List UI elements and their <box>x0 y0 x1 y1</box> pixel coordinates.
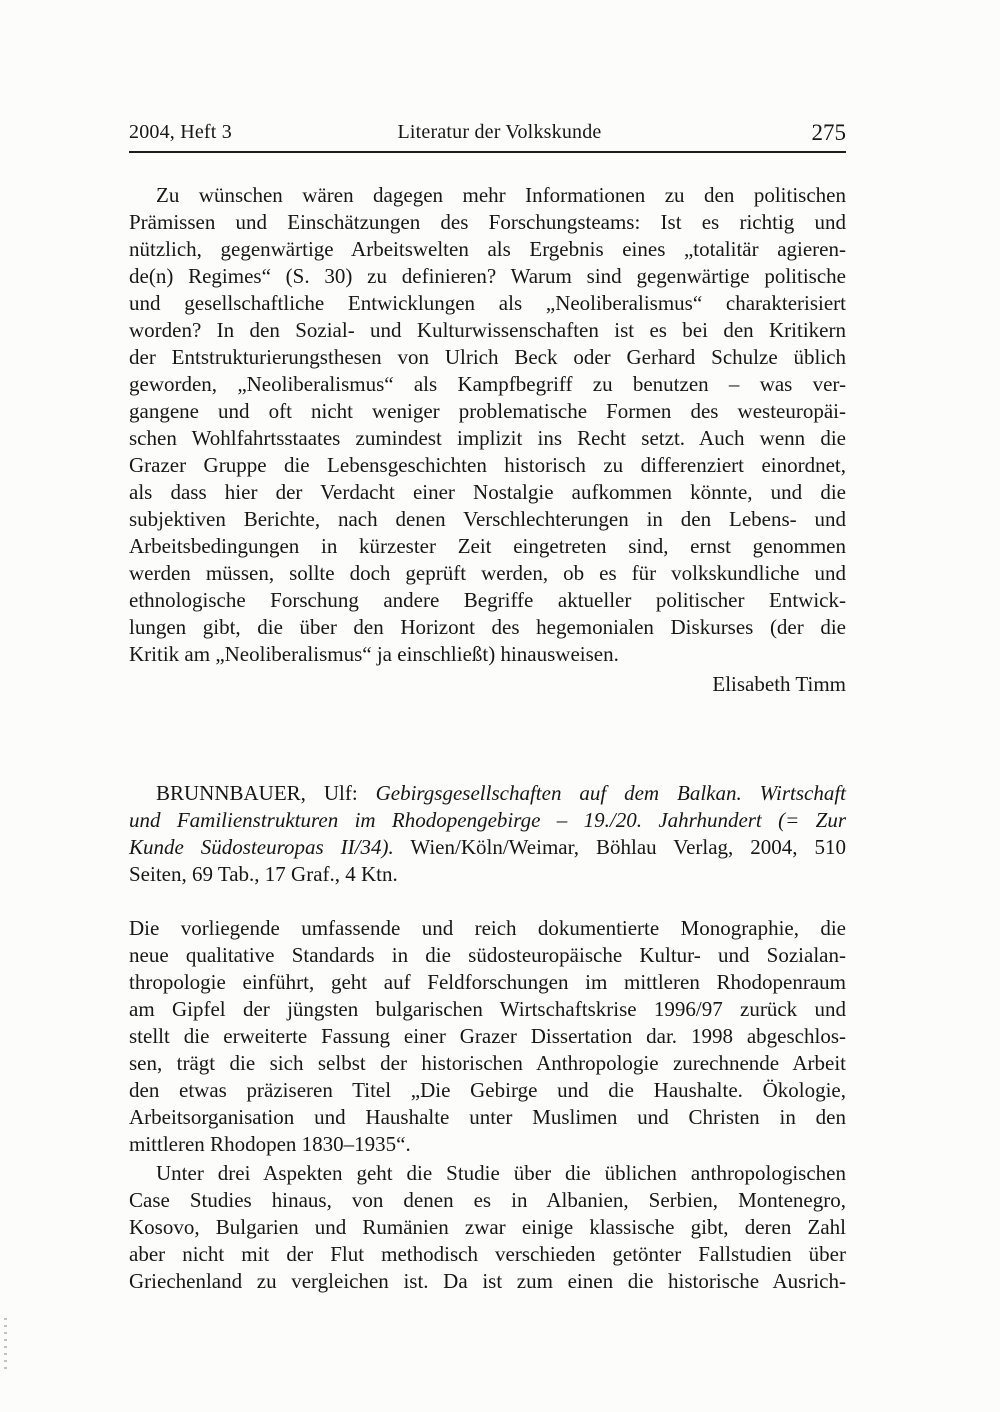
text-line <box>129 969 846 996</box>
text-segment: stellt die erweiterte Fassung einer Grazer Dissertation dar. 1998 abgeschlos- <box>129 1024 846 1048</box>
text-line <box>129 1023 846 1050</box>
text-segment: Kritik am „Neoliberalismus“ ja einschließt) hinausweisen. <box>129 642 619 666</box>
text-segment: lungen gibt, die über den Horizont des hegemonialen Diskurses (der die <box>129 615 846 639</box>
text-segment: de(n) Regimes“ (S. 30) zu definieren? Warum sind gegenwärtige politische <box>129 264 846 288</box>
text-segment: Unter drei Aspekten geht die Studie über die üblichen anthropologischen <box>156 1161 846 1185</box>
italic-text-segment: Gebirgsgesellschaften auf dem Balkan. Wirtschaft <box>375 781 846 805</box>
text-line <box>129 371 846 398</box>
reviewer-signature: Elisabeth Timm <box>712 672 846 696</box>
italic-text-segment: Kunde Südosteuropas II/34). <box>129 835 394 859</box>
text-line <box>129 533 846 560</box>
bibliographic-citation <box>129 780 846 888</box>
text-line <box>129 1241 846 1268</box>
scan-artifact-mark <box>4 1318 7 1370</box>
text-line <box>129 506 846 533</box>
text-segment: BRUNNBAUER, Ulf: <box>156 781 376 805</box>
review-closing-paragraph <box>129 182 846 668</box>
text-line <box>129 236 846 263</box>
text-line <box>129 807 846 834</box>
text-segment: der Entstrukturierungsthesen von Ulrich Beck oder Gerhard Schulze üblich <box>129 345 846 369</box>
text-line <box>129 996 846 1023</box>
text-segment: Kosovo, Bulgarien und Rumänien zwar einige klassische gibt, deren Zahl <box>129 1215 846 1239</box>
text-line <box>129 1131 846 1158</box>
text-line <box>129 1214 846 1241</box>
text-segment: den etwas präziseren Titel „Die Gebirge und die Haushalte. Ökologie, <box>129 1078 846 1102</box>
text-segment: Prämissen und Einschätzungen des Forschungsteams: Ist es richtig und <box>129 210 846 234</box>
text-line <box>129 641 846 668</box>
text-line <box>129 1160 846 1187</box>
text-line <box>129 398 846 425</box>
text-line <box>129 1050 846 1077</box>
text-segment: Grazer Gruppe die Lebensgeschichten historisch zu differenziert einordnet, <box>129 453 846 477</box>
text-segment: Griechenland zu vergleichen ist. Da ist zum einen die historische Ausrich- <box>129 1269 846 1293</box>
text-line <box>129 290 846 317</box>
text-line <box>129 587 846 614</box>
text-segment: ethnologische Forschung andere Begriffe aktueller politischer Entwick- <box>129 588 846 612</box>
text-line <box>129 1268 846 1295</box>
text-segment: neue qualitative Standards in die südosteuropäische Kultur- und Sozialan- <box>129 943 846 967</box>
text-segment: Wien/Köln/Weimar, Böhlau Verlag, 2004, 510 <box>393 835 846 859</box>
text-line <box>129 479 846 506</box>
text-segment: worden? In den Sozial- und Kulturwissenschaften ist es bei den Kritikern <box>129 318 846 342</box>
text-line <box>129 425 846 452</box>
running-head <box>129 117 846 153</box>
text-segment: als dass hier der Verdacht einer Nostalgie aufkommen könnte, und die <box>129 480 846 504</box>
text-line <box>129 1077 846 1104</box>
text-line <box>129 1187 846 1214</box>
text-line <box>129 1104 846 1131</box>
text-segment: schen Wohlfahrtsstaates zumindest implizit ins Recht setzt. Auch wenn die <box>129 426 846 450</box>
text-segment: Case Studies hinaus, von denen es in Albanien, Serbien, Montenegro, <box>129 1188 846 1212</box>
text-segment: werden müssen, sollte doch geprüft werden, ob es für volkskundliche und <box>129 561 846 585</box>
text-segment: Die vorliegende umfassende und reich dokumentierte Monographie, die <box>129 916 846 940</box>
text-line <box>129 452 846 479</box>
text-line <box>129 263 846 290</box>
issue-label: 2004, Heft 3 <box>129 121 232 143</box>
text-line <box>129 861 846 888</box>
text-line <box>129 344 846 371</box>
text-segment: subjektiven Berichte, nach denen Verschlechterungen in den Lebens- und <box>129 507 846 531</box>
text-segment: sen, trägt die sich selbst der historischen Anthropologie zurechnende Arbeit <box>129 1051 846 1075</box>
text-segment: Zu wünschen wären dagegen mehr Informationen zu den politischen <box>156 183 846 207</box>
text-segment: gangene und oft nicht weniger problematische Formen des westeuropäi- <box>129 399 846 423</box>
text-line <box>129 915 846 942</box>
text-segment: geworden, „Neoliberalismus“ als Kampfbegriff zu benutzen – was ver- <box>129 372 846 396</box>
text-line <box>129 560 846 587</box>
text-line <box>129 834 846 861</box>
review-body-paragraph-1 <box>129 915 846 1158</box>
text-segment: Seiten, 69 Tab., 17 Graf., 4 Ktn. <box>129 862 398 886</box>
text-line <box>129 780 846 807</box>
text-segment: thropologie einführt, geht auf Feldforschungen im mittleren Rhodopenraum <box>129 970 846 994</box>
text-line <box>129 614 846 641</box>
text-line <box>129 209 846 236</box>
text-segment: Arbeitsorganisation und Haushalte unter Muslimen und Christen in den <box>129 1105 846 1129</box>
text-segment: aber nicht mit der Flut methodisch verschieden getönter Fallstudien über <box>129 1242 846 1266</box>
italic-text-segment: und Familienstrukturen im Rhodopengebirge – 19./20. Jahrhundert (= Zur <box>129 808 846 832</box>
text-segment: und gesellschaftliche Entwicklungen als „Neoliberalismus“ charakterisiert <box>129 291 846 315</box>
text-line <box>129 317 846 344</box>
text-line <box>129 182 846 209</box>
text-segment: mittleren Rhodopen 1830–1935“. <box>129 1132 411 1156</box>
text-line <box>129 942 846 969</box>
review-body-paragraph-2 <box>129 1160 846 1295</box>
text-segment: nützlich, gegenwärtige Arbeitswelten als Ergebnis eines „totalitär agieren- <box>129 237 846 261</box>
page-number: 275 <box>811 120 846 145</box>
text-segment: am Gipfel der jüngsten bulgarischen Wirtschaftskrise 1996/97 zurück und <box>129 997 846 1021</box>
journal-title: Literatur der Volkskunde <box>397 121 602 143</box>
text-segment: Arbeitsbedingungen in kürzester Zeit eingetreten sind, ernst genommen <box>129 534 846 558</box>
